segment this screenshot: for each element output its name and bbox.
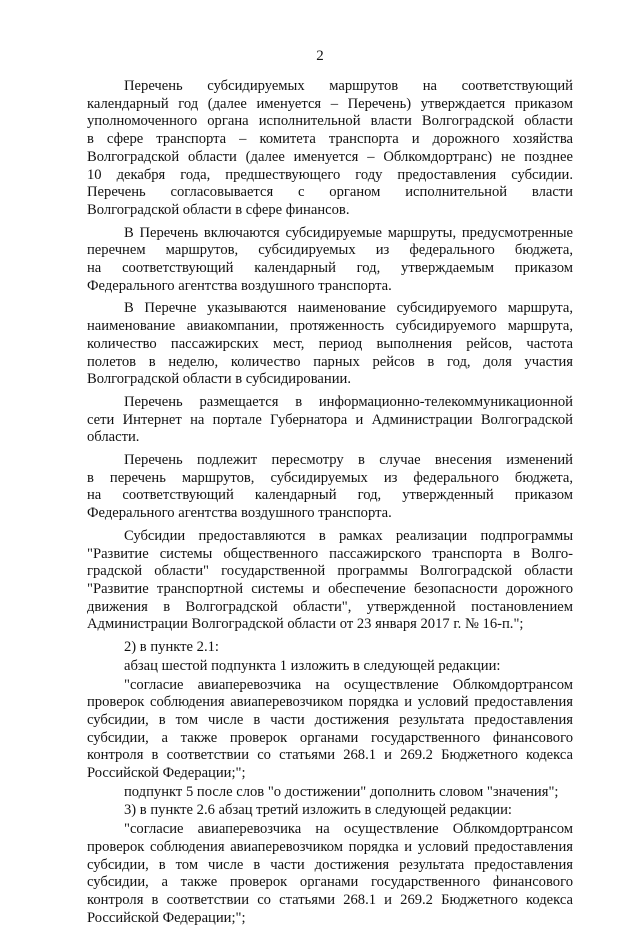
paragraph-line: в сфере транспорта – комитета транспорта и дорожного хозяйства [87,131,573,148]
paragraph-line: в перечень маршрутов, субсидируемых из федерального бюджета, [87,469,573,486]
paragraph-line: на соответствующий календарный год, утвержденный приказом [87,487,573,504]
paragraph-line: субсидии, а также проверок органами государственного финансового [87,874,573,891]
paragraph-line: Волгоградской области (далее именуется – Облкомдортранс) не позднее [87,148,573,165]
paragraph-line: Российской Федерации;"; [87,909,246,926]
paragraph-line: на соответствующий календарный год, утверждаемым приказом [87,260,573,277]
paragraph [87,225,573,296]
paragraph-line: полетов в неделю, количество парных рейсов в год, доля участия [87,353,573,370]
paragraph-line: Перечень согласовывается с органом исполнительной власти [87,184,573,201]
paragraph-line: градской области" государственной программы Волгоградской области [87,563,573,580]
paragraph-line: 2) в пункте 2.1: [124,639,219,656]
paragraph-line: подпункт 5 после слов "о достижении" дополнить словом "значения"; [124,783,559,800]
paragraph-line: Субсидии предоставляются в рамках реализации подпрограммы [124,527,573,544]
paragraph-line: области. [87,429,140,446]
paragraph-line: уполномоченного органа исполнительной власти Волгоградской области [87,113,573,130]
paragraph-line: Администрации Волгоградской области от 23 января 2017 г. № 16-п."; [87,616,524,633]
paragraph-line: Российской Федерации;"; [87,765,246,782]
paragraph [87,802,573,820]
paragraph-line: субсидии, в том числе в части достижения результата предоставления [87,856,573,873]
paragraph [87,639,573,657]
paragraph-line: субсидии, в том числе в части достижения результата предоставления [87,711,573,728]
paragraph-line: В Перечне указываются наименование субсидируемого маршрута, [124,300,573,317]
paragraph-line: "Развитие системы общественного пассажирского транспорта в Волго- [87,545,573,562]
paragraph-line: 10 декабря года, предшествующего году предоставления субсидии. [87,166,573,183]
paragraph-line: проверок соблюдения авиаперевозчиком порядка и условий предоставления [87,838,573,855]
paragraph-line: Волгоградской области в сфере финансов. [87,201,350,218]
paragraph [87,821,573,927]
paragraph-line: контроля в соответствии со статьями 268.1 и 269.2 Бюджетного кодекса [87,747,573,764]
paragraph [87,528,573,634]
paragraph [87,300,573,389]
paragraph-line: субсидии, а также проверок органами государственного финансового [87,729,573,746]
paragraph-line: сети Интернет на портале Губернатора и Администрации Волгоградской [87,411,573,428]
paragraph-line: Перечень размещается в информационно-телекоммуникационной [124,393,573,410]
paragraph-line: 3) в пункте 2.6 абзац третий изложить в следующей редакции: [124,802,512,819]
paragraph-line: "Развитие транспортной системы и обеспечение безопасности дорожного [87,580,573,597]
paragraph-line: Федерального агентства воздушного транспорта. [87,277,392,294]
paragraph [87,658,573,676]
paragraph-line: календарный год (далее именуется – Перечень) утверждается приказом [87,95,573,112]
paragraph-line: В Перечень включаются субсидируемые маршруты, предусмотренные [124,224,573,241]
paragraph [87,394,573,447]
paragraph-line: контроля в соответствии со статьями 268.1 и 269.2 Бюджетного кодекса [87,891,573,908]
page-number: 2 [316,48,324,64]
paragraph-line: перечнем маршрутов, субсидируемых из федерального бюджета, [87,242,573,259]
paragraph-line: "согласие авиаперевозчика на осуществление Облкомдортрансом [124,821,573,838]
paragraph-line: Перечень субсидируемых маршрутов на соответствующий [124,78,573,94]
paragraph-line: проверок соблюдения авиаперевозчиком порядка и условий предоставления [87,694,573,711]
paragraph [87,452,573,523]
paragraph-line: движения в Волгоградской области", утвержденной постановлением [87,598,573,615]
paragraph-line: наименование авиакомпании, протяженность субсидируемого маршрута, [87,318,573,335]
document-body [87,78,573,928]
paragraph-line: "согласие авиаперевозчика на осуществление Облкомдортрансом [124,676,573,693]
paragraph-line: абзац шестой подпункта 1 изложить в следующей редакции: [124,657,501,674]
paragraph [87,784,573,802]
paragraph-line: Перечень подлежит пересмотру в случае внесения изменений [124,452,573,469]
paragraph [87,78,573,220]
paragraph-line: Волгоградской области в субсидировании. [87,371,351,388]
paragraph-line: количество пассажирских мест, период выполнения рейсов, частота [87,335,573,352]
paragraph-line: Федерального агентства воздушного транспорта. [87,505,392,522]
paragraph [87,677,573,783]
